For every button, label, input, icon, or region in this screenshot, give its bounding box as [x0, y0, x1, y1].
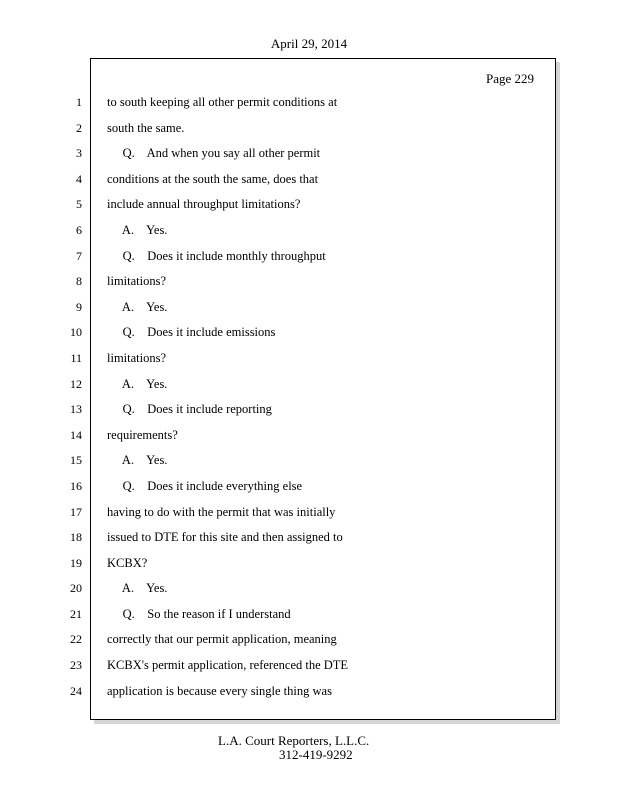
transcript-line: KCBX's permit application, referenced the DTE [107, 658, 349, 673]
transcript-line: KCBX? [107, 555, 148, 570]
line-number: 2 [76, 120, 82, 135]
transcript-line: limitations? [107, 350, 167, 365]
line-number: 15 [70, 453, 82, 468]
line-number: 23 [70, 658, 82, 673]
transcript-line: include annual throughput limitations? [107, 197, 301, 212]
line-number: 1 [76, 95, 82, 109]
page-number: Page 229 [485, 71, 534, 86]
line-number: 11 [70, 350, 82, 365]
transcript-line: correctly that our permit application, meaning [107, 632, 337, 647]
transcript-line: A. Yes. [107, 376, 168, 391]
line-number: 18 [70, 530, 82, 545]
transcript-line: Q. So the reason if I understand [107, 606, 291, 621]
line-number: 10 [70, 325, 82, 340]
transcript-line: limitations? [107, 274, 167, 289]
line-number: 17 [70, 504, 82, 519]
line-number: 8 [76, 274, 82, 289]
line-number: 6 [76, 222, 82, 237]
line-number: 13 [70, 402, 82, 417]
footer-phone: 312-419-9292 [279, 747, 353, 762]
transcript-line: A. Yes. [107, 299, 168, 314]
transcript-line: Q. And when you say all other permit [107, 146, 321, 161]
transcript-line: Q. Does it include reporting [107, 402, 272, 417]
line-number: 24 [70, 683, 82, 698]
transcript-line: A. Yes. [107, 581, 168, 596]
transcript-lines [107, 90, 547, 704]
transcript-line: having to do with the permit that was initially [107, 504, 336, 519]
transcript-line: conditions at the south the same, does that [107, 171, 319, 186]
transcript-line: to south keeping all other permit conditions at [107, 95, 338, 109]
line-number: 7 [76, 248, 82, 263]
line-number: 22 [70, 632, 82, 647]
line-number: 9 [76, 299, 82, 314]
line-number: 21 [70, 606, 82, 621]
line-number: 12 [70, 376, 82, 391]
transcript-line: Q. Does it include monthly throughput [107, 248, 326, 263]
header-date: April 29, 2014 [270, 36, 348, 51]
line-number: 3 [76, 146, 82, 161]
line-number: 5 [76, 197, 82, 212]
transcript-line: Q. Does it include everything else [107, 478, 303, 493]
line-number: 19 [70, 555, 82, 570]
transcript-line: Q. Does it include emissions [107, 325, 276, 340]
transcript-line: application is because every single thing was [107, 683, 332, 698]
transcript-line: A. Yes. [107, 453, 168, 468]
footer-company: L.A. Court Reporters, L.L.C. [218, 733, 370, 748]
line-number: 20 [70, 581, 82, 596]
transcript-line: requirements? [107, 427, 178, 442]
line-number: 4 [76, 171, 82, 186]
transcript-line: south the same. [107, 120, 185, 135]
transcript-line: issued to DTE for this site and then assigned to [107, 530, 343, 545]
line-number: 16 [70, 478, 82, 493]
transcript-line: A. Yes. [107, 222, 168, 237]
line-number: 14 [70, 427, 82, 442]
line-number-column [60, 90, 82, 704]
